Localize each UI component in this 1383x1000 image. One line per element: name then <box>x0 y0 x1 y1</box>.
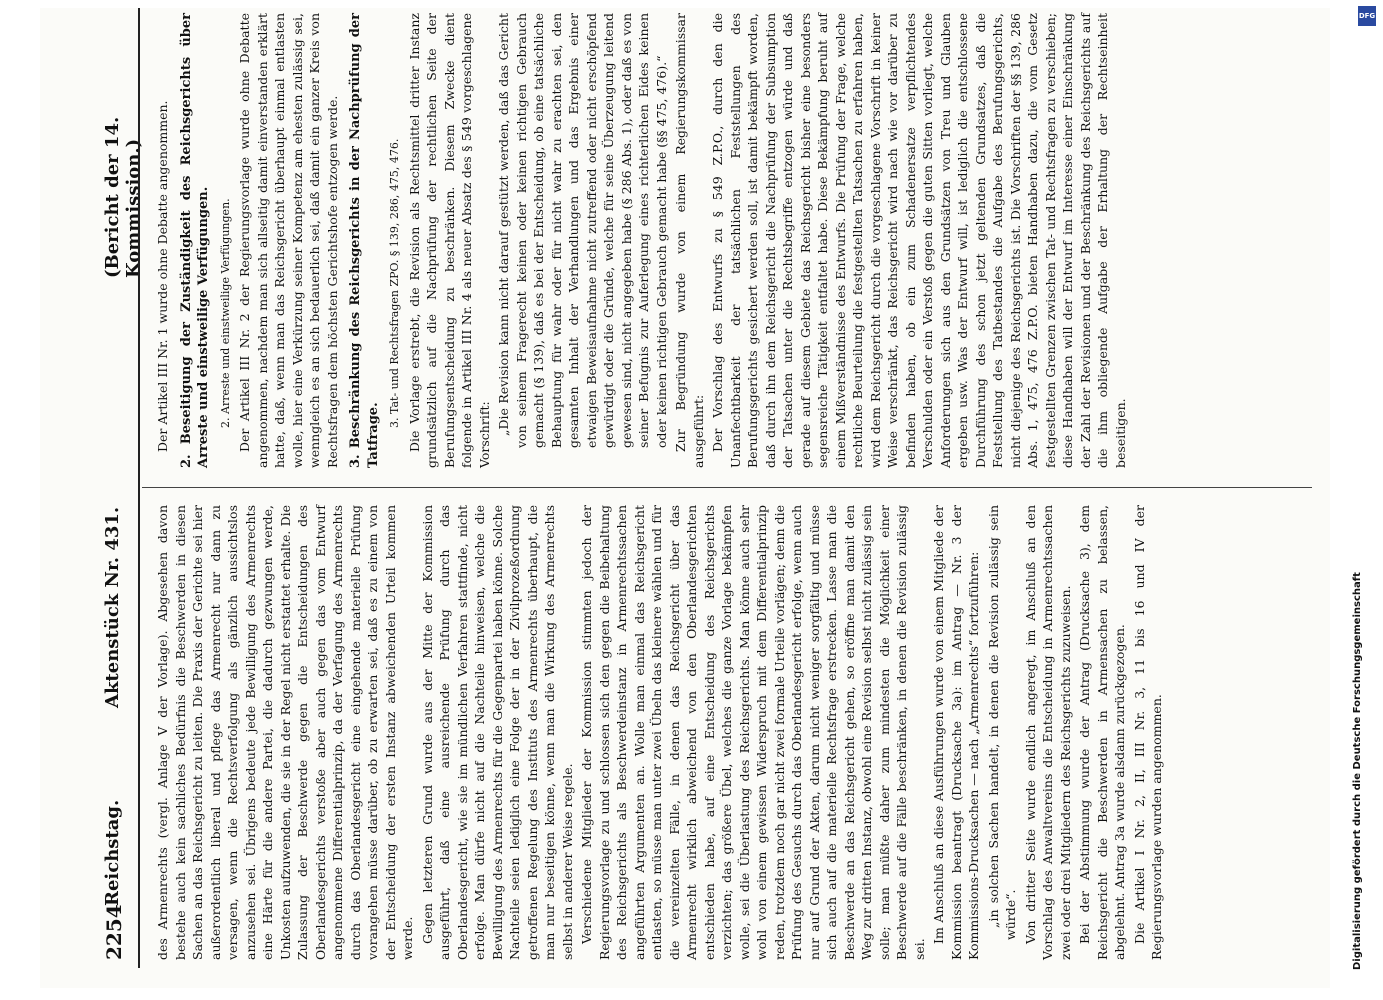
paragraph: „in solchen Sachen handelt, in denen die Revision zulässig sein würde“. <box>985 505 1018 940</box>
rotated-page-content <box>80 8 1330 968</box>
section-heading: 3. Beschränkung des Reichsgerichts in der Nachprüfung der Tatfrage. <box>348 13 381 468</box>
paragraph: Verschiedene Mitglieder der Kommission stimmten jedoch der Regierungsvorlage zu und schlossen sich den gegen die Beibehaltung des Reichsgerichts als Beschwerdeinstanz in Armenrechtssachen angeführten Argumenten an. Wolle man einmal das Reichsgericht entlasten, so müsse man unter zwei Übeln das kleinere wählen und für die vereinzelten Fälle, in denen das Reichsgericht über das Armenrecht wirklich abweichend von den Oberlandesgerichten entschieden habe, auf eine Entscheidung des Reichsgerichts verzichten; das größere Übel, welches die ganze Vorlage bekämpfen wolle, sei die Überlastung des Reichsgerichts. Man könne auch sehr wohl von einem gewissen Widerspruch mit dem Differentialprinzip reden, trotzdem noch gar nicht zwei formale Urteile vorlägen; denn die Prüfung des Gesuchs durch das Oberlandesgericht erfolge, wenn auch nur auf Grund der Akten, darum nicht weniger sorgfältig und müsse sich auch auf die materielle Rechtsfrage erstrecken. Lasse man die Beschwerde an das Reichsgericht gehen, so eröffne man damit den Weg zur dritten Instanz, obwohl eine Revision selbst nicht zulässig sein solle; man müßte daher zum mindesten die Möglichkeit einer Beschwerde auf die Fälle beschränken, in denen die Revision zulässig sei. <box>579 505 927 960</box>
paragraph: Im Anschluß an diese Ausführungen wurde von einem Mitgliede der Kommission beantragt (Drucksache 3a): im Antrag — Nr. 3 der Kommissions-Drucksachen — nach „Armenrechts“ fortzuführen: <box>931 505 981 960</box>
right-column <box>154 13 1131 468</box>
paragraph: Die Vorlage erstrebt, die Revision als Rechtsmittel dritter Instanz grundsätzlich auf die Nachprüfung der rechtlichen Seite der Berufungsentscheidung zu beschränken. Diesem Zwecke dient folgende in Artikel III Nr. 4 als neuer Absatz des § 549 vorgeschlagene Vorschrift: <box>406 13 492 468</box>
paragraph: Gegen letzteren Grund wurde aus der Mitte der Kommission ausgeführt, daß eine ausreichende Prüfung durch das Oberlandesgericht, wie sie im mündlichen Verfahren stattfinde, nicht erfolge. Man dürfe nicht auf die Nachteile hinweisen, welche die Bewilligung des Armenrechts für die Gegenpartei haben könne. Solche Nachteile seien lediglich eine Folge der in der Zivilprozeßordnung getroffenen Regelung des Instituts des Armenrechts überhaupt, die man nur beseitigen könne, wenn man die Wirkung des Armenrechts selbst in anderer Weise regele. <box>419 505 575 960</box>
digitization-sidebar <box>1352 30 1372 970</box>
section-heading: 2. Beseitigung der Zuständigkeit des Reichsgerichts über Arreste und einstweilige Verfügungen. <box>178 13 211 468</box>
section-subtitle: 2. Arreste und einstweilige Verfügungen. <box>218 198 232 428</box>
page-number: 2254 <box>102 904 126 960</box>
paragraph: „Die Revision kann nicht darauf gestützt werden, daß das Gericht von seinem Fragerecht keinen oder keinen richtigen Gebrauch gemacht (§ 139), daß es bei der Entscheidung, ob eine tatsächliche Behauptung für wahr oder für nicht wahr zu erachten sei, den gesamten Inhalt der Verhandlungen und das Ergebnis einer etwaigen Beweisaufnahme nicht zutreffend oder nicht erschöpfend gewürdigt oder die Gründe, welche für seine Überzeugung leitend gewesen sind, nicht angegeben habe (§ 286 Abs. 1), oder daß es von seiner Befugnis zur Auferlegung eines richterlichen Eides keinen oder keinen richtigen Gebrauch gemacht habe (§§ 475, 476).“ <box>496 13 669 448</box>
header-rule <box>138 8 140 968</box>
paragraph: Der Artikel III Nr. 2 der Regierungsvorlage wurde ohne Debatte angenommen, nachdem man sich allseitig damit einverstanden erklärt hatte, daß, wenn man das Reichsgericht überhaupt einmal entlasten wolle, hier eine Verkürzung seiner Kompetenz am ehesten zulässig sei, wenngleich es an sich bedauerlich sei, daß damit ein ganzer Kreis von Rechtsfragen dem höchsten Gerichtshofe entzogen werde. <box>237 13 340 468</box>
paragraph: Zur Begründung wurde von einem Regierungskommissar ausgeführt: <box>673 13 706 468</box>
left-column <box>154 505 1168 960</box>
paragraph: Der Artikel III Nr. 1 wurde ohne Debatte angenommen. <box>155 100 170 452</box>
running-title: Reichstag. <box>102 799 123 906</box>
column-divider <box>142 487 1312 488</box>
act-reference: Aktenstück Nr. 431. <box>102 506 123 708</box>
digitization-note: Digitalisierung gefördert durch die Deutsche Forschungsgemeinschaft <box>1352 572 1363 970</box>
section-subtitle: 3. Tat- und Rechtsfragen ZPO. § 139, 286, 475, 476. <box>388 138 401 428</box>
page-header <box>102 8 144 968</box>
paragraph: des Armenrechts (vergl. Anlage V der Vorlage). Abgesehen davon bestehe auch kein sachliches Bedürfnis die Beschwerden in diesen Sachen an das Reichsgericht zu leiten. Die Praxis der Gerichte sei hier außerordentlich liberal und pflege das Armenrecht nur dann zu versagen, wenn die Rechtsverfolgung als gänzlich aussichtslos anzusehen sei. Übrigens bedeute jede Bewilligung des Armenrechts eine Härte für die andere Partei, die dadurch gezwungen werde, Unkosten aufzuwenden, die sie in der Regel nicht erstattet erhalte. Die Zulassung der Beschwerde gegen die Entscheidungen des Oberlandesgerichts verstoße aber auch gegen das vom Entwurf angenommene Differentialprinzip, da der Verfagung des Armenrechts durch das Oberlandesgericht eine eingehende materielle Prüfung vorangehen müsse darüber, ob zu erwarten sei, daß es zu einem von der Entscheidung der ersten Instanz abweichenden Urteil kommen werde. <box>155 505 415 960</box>
scanned-page <box>40 8 1330 988</box>
paragraph: Die Artikel I Nr. 2, II, III Nr. 3, 11 bis 16 und IV der Regierungsvorlage wurden angenommen. <box>1131 505 1164 960</box>
dfg-logo: DFG <box>1358 6 1376 26</box>
paragraph: Der Vorschlag des Entwurfs zu § 549 Z.P.O., durch den die Unanfechtbarkeit der tatsächlichen Feststellungen des Berufungsgerichts gesichert werden soll, ist damit bekämpft worden, daß durch ihn dem Reichsgericht die Nachprüfung der Subsumption der Tatsachen unter die Rechtsbegriffe entzogen würde und daß gerade auf diesem Gebiete das Reichsgericht bisher eine besonders segensreiche Tätigkeit entfaltet habe. Diese Bekämpfung beruht auf einem Mißverständnisse des Entwurfs. Die Prüfung der Frage, welche rechtliche Beurteilung die festgestellten Tatsachen zu erfahren haben, wird dem Reichsgericht durch die vorgeschlagene Vorschrift in keiner Weise verschränkt, das Reichsgericht wird nach wie vor darüber zu befinden haben, ob ein zum Schadenersatze verpflichtendes Verschulden oder ein Verstoß gegen die guten Sitten vorliegt, welche Anforderungen sich aus den Grundsätzen von Treu und Glauben ergeben usw. Was der Entwurf will, ist lediglich die entschlossene Durchführung des schon jetzt geltenden Grundsatzes, daß die Feststellung des Tatbestandes die Aufgabe des Berufungsgerichts, nicht diejenige des Reichsgerichts ist. Die Vorschriften der §§ 139, 286 Abs. 1, 475, 476 Z.P.O. bieten Handhaben dazu, die vom Gesetz festgestellten Grenzen zwischen Tat- und Rechtsfragen zu verschieben; diese Handhaben will der Entwurf im Interesse einer Einschränkung der Zahl der Revisionen und der Beschränkung des Reichsgerichts auf die ihm obliegende Aufgabe der Erhaltung der Rechtseinheit beseitigen. <box>710 13 1128 468</box>
paragraph: Bei der Abstimmung wurde der Antrag (Drucksache 3), dem Reichsgericht die Beschwerden in Armensachen zu belassen, abgelehnt. Antrag 3a wurde alsdann zurückgezogen. <box>1077 505 1127 960</box>
report-title: (Bericht der 14. Kommission.) <box>102 116 144 278</box>
paragraph: Von dritter Seite wurde endlich angeregt, im Anschluß an den Vorschlag des Anwaltvereins die Entscheidung in Armenrechtssachen zwei oder drei Mitgliedern des Reichsgerichts zuzuweisen. <box>1022 505 1073 960</box>
